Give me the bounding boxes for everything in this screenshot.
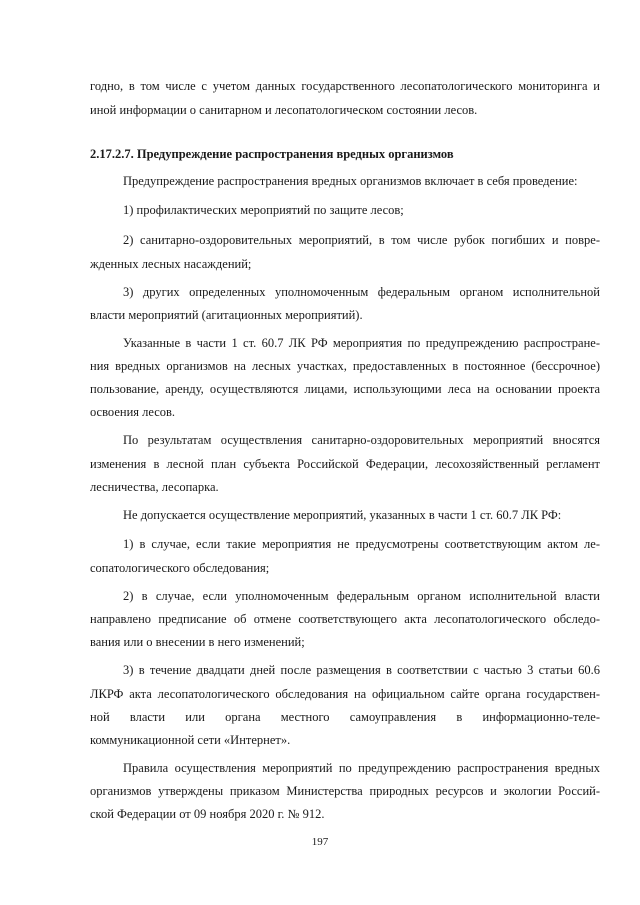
page-number: 197 xyxy=(311,836,329,848)
text-line: освоения лесов. xyxy=(90,405,176,419)
text-line: коммуникационной сети «Интернет». xyxy=(90,733,291,747)
text-line: ния вредных организмов на лесных участках, предоставленных в постоянное (бессрочное) xyxy=(90,359,600,373)
text-line: лесничества, лесопарка. xyxy=(90,480,219,494)
text-line: 3) в течение двадцати дней после размещения в соответствии с частью 3 статьи 60.6 xyxy=(123,663,600,677)
text-line: ЛКРФ акта лесопатологического обследования на официальном сайте органа государствен- xyxy=(90,687,600,701)
text-line: сопатологического обследования; xyxy=(90,561,270,575)
text-line: Не допускается осуществление мероприятий, указанных в части 1 ст. 60.7 ЛК РФ: xyxy=(123,508,562,522)
text-line: 1) профилактических мероприятий по защите лесов; xyxy=(123,203,404,217)
text-line: 3) других определенных уполномоченным федеральным органом исполнительной xyxy=(123,285,600,299)
text-line: Указанные в части 1 ст. 60.7 ЛК РФ мероприятия по предупреждению распростране- xyxy=(123,336,600,350)
text-line: изменения в лесной план субъекта Российской Федерации, лесохозяйственный регламент xyxy=(90,457,600,471)
text-line: 2) санитарно-оздоровительных мероприятий, в том числе рубок погибших и повре- xyxy=(123,233,600,247)
section-heading: 2.17.2.7. Предупреждение распространения вредных организмов xyxy=(90,147,454,161)
text-line: власти мероприятий (агитационных мероприятий). xyxy=(90,308,363,322)
text-line: ской Федерации от 09 ноября 2020 г. № 912. xyxy=(90,807,325,821)
text-line: По результатам осуществления санитарно-оздоровительных мероприятий вносятся xyxy=(123,433,600,447)
text-line: жденных лесных насаждений; xyxy=(90,257,252,271)
text-line: пользование, аренду, осуществляются лицами, использующими леса на основании проекта xyxy=(90,382,600,396)
text-line: иной информации о санитарном и лесопатологическом состоянии лесов. xyxy=(90,103,478,117)
text-line: годно, в том числе с учетом данных государственного лесопатологического мониторинга и xyxy=(90,79,600,93)
text-line: 2) в случае, если уполномоченным федеральным органом исполнительной власти xyxy=(123,589,600,603)
text-line: 1) в случае, если такие мероприятия не предусмотрены соответствующим актом ле- xyxy=(123,537,600,551)
text-line: ной власти или органа местного самоуправления в информационно-теле- xyxy=(90,710,600,724)
text-line: вания или о внесении в него изменений; xyxy=(90,635,305,649)
text-line: Правила осуществления мероприятий по предупреждению распространения вредных xyxy=(123,761,600,775)
text-line: Предупреждение распространения вредных организмов включает в себя проведение: xyxy=(123,174,578,188)
text-line: направлено предписание об отмене соответствующего акта лесопатологического обследо- xyxy=(90,612,600,626)
text-line: организмов утверждены приказом Министерства природных ресурсов и экологии Россий- xyxy=(90,784,600,798)
